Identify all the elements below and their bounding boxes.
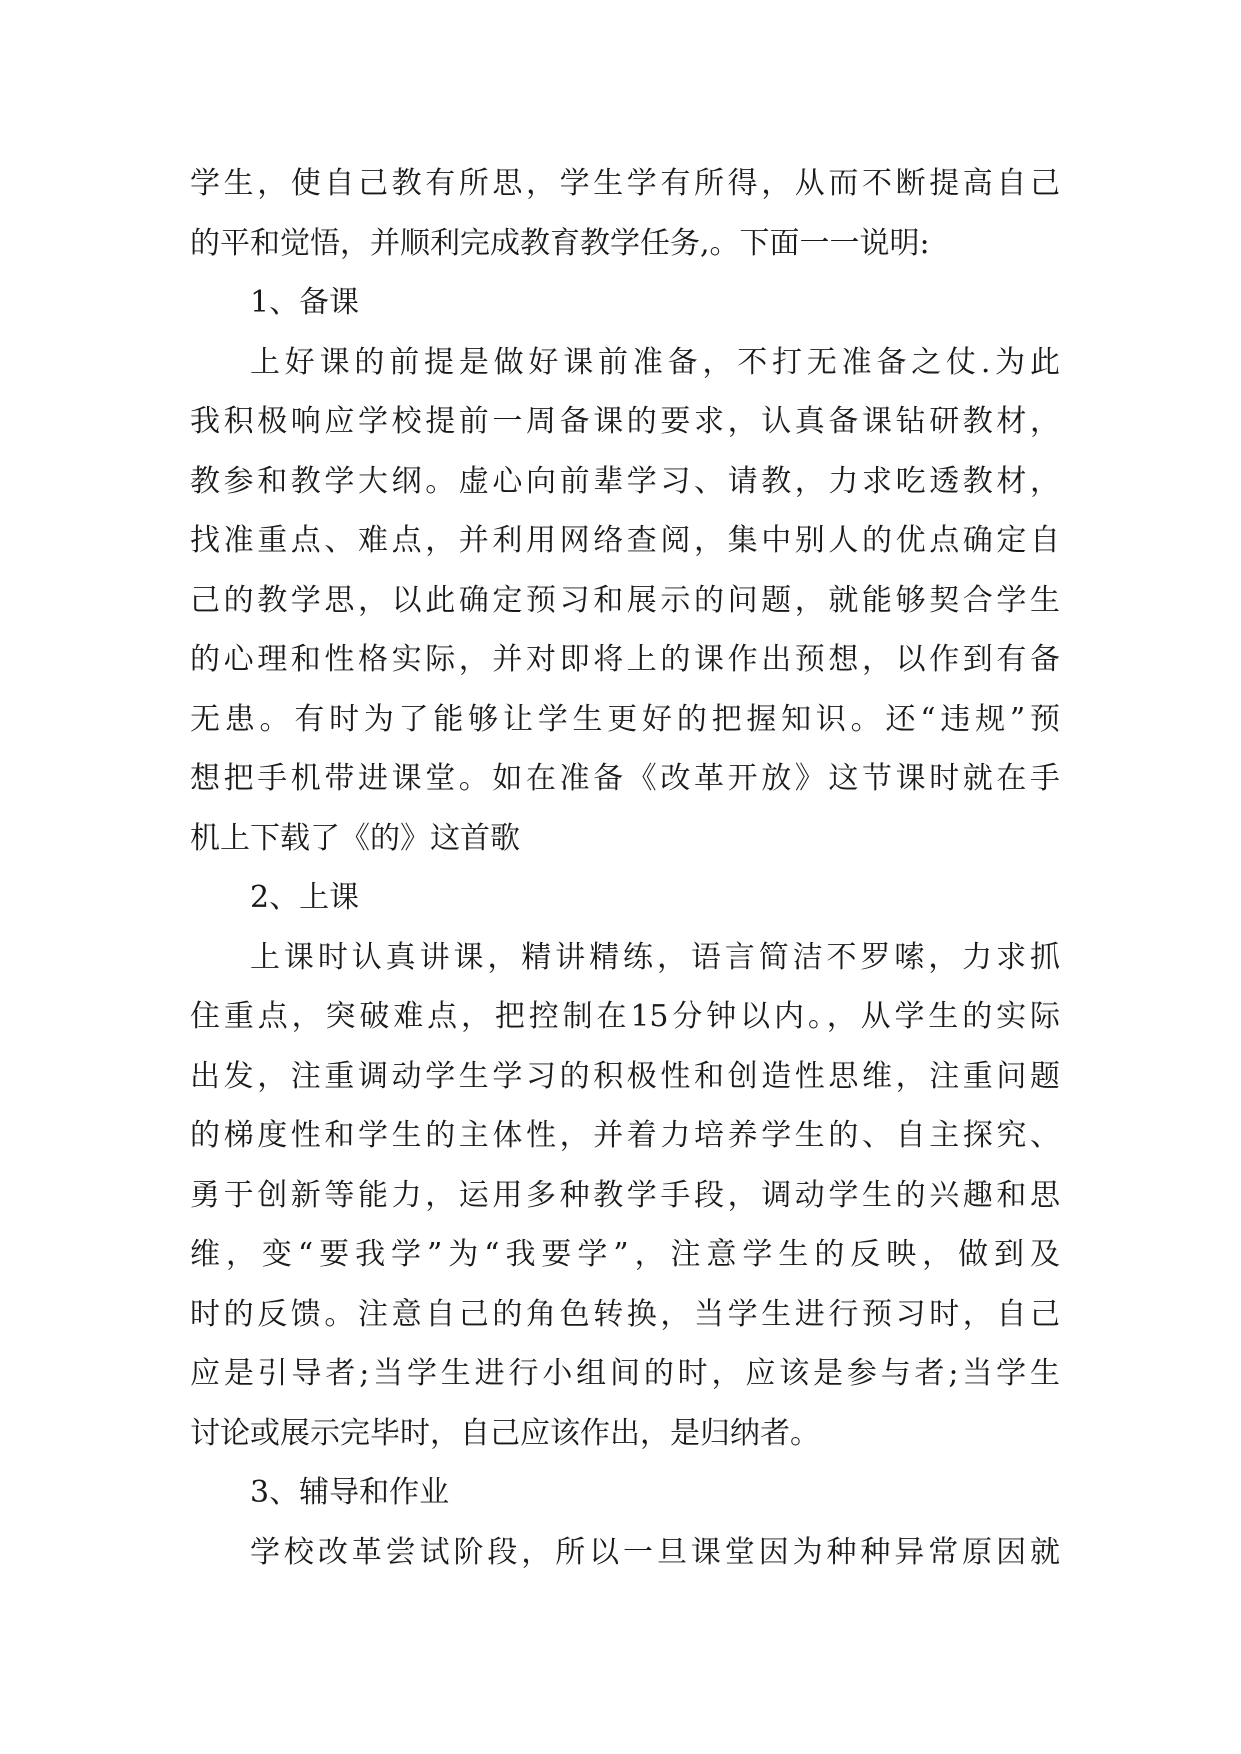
text-line: 的平和觉悟，并顺利完成教育教学任务,。下面一一说明: xyxy=(190,225,930,261)
text-line: 勇于创新等能力，运用多种教学手段，调动学生的兴趣和思 xyxy=(190,1177,1060,1213)
text-line: 己的教学思，以此确定预习和展示的问题，就能够契合学生 xyxy=(190,582,1060,618)
section-heading: 1、备课 xyxy=(250,285,360,320)
text-line: 找准重点、难点，并利用网络查阅，集中别人的优点确定自 xyxy=(190,523,1060,558)
text-line: 学校改革尝试阶段，所以一旦课堂因为种种异常原因就 xyxy=(250,1534,1060,1570)
text-line: 应是引导者;当学生进行小组间的时，应该是参与者;当学生 xyxy=(190,1356,1060,1391)
text-line: 住重点，突破难点，把控制在15分钟以内。，从学生的实际 xyxy=(190,999,1060,1034)
text-line: 教参和教学大纲。虚心向前辈学习、请教，力求吃透教材， xyxy=(190,463,1060,499)
text-line: 我积极响应学校提前一周备课的要求，认真备课钻研教材， xyxy=(190,404,1060,439)
text-line: 时的反馈。注意自己的角色转换，当学生进行预习时，自己 xyxy=(190,1296,1060,1332)
text-line: 机上下载了《的》这首歌 xyxy=(190,820,520,856)
text-line: 维，变“要我学”为“我要学”，注意学生的反映，做到及 xyxy=(190,1237,1060,1272)
text-line: 出发，注重调动学生学习的积极性和创造性思维，注重问题 xyxy=(190,1058,1060,1094)
text-block xyxy=(190,154,1060,1582)
text-line: 无患。有时为了能够让学生更好的把握知识。还“违规”预 xyxy=(190,701,1060,737)
text-line: 学生，使自己教有所思，学生学有所得，从而不断提高自己 xyxy=(190,166,1060,201)
text-line: 想把手机带进课堂。如在准备《改革开放》这节课时就在手 xyxy=(190,761,1060,796)
text-line: 讨论或展示完毕时，自己应该作出，是归纳者。 xyxy=(190,1415,820,1451)
text-line: 的心理和性格实际，并对即将上的课作出预想，以作到有备 xyxy=(190,642,1060,677)
section-heading: 2、上课 xyxy=(250,880,360,915)
section-heading: 3、辅导和作业 xyxy=(250,1475,450,1510)
text-line: 的梯度性和学生的主体性，并着力培养学生的、自主探究、 xyxy=(190,1118,1060,1153)
text-line: 上课时认真讲课，精讲精练，语言简洁不罗嗦，力求抓 xyxy=(250,939,1060,975)
text-line: 上好课的前提是做好课前准备，不打无准备之仗.为此 xyxy=(250,344,1060,380)
